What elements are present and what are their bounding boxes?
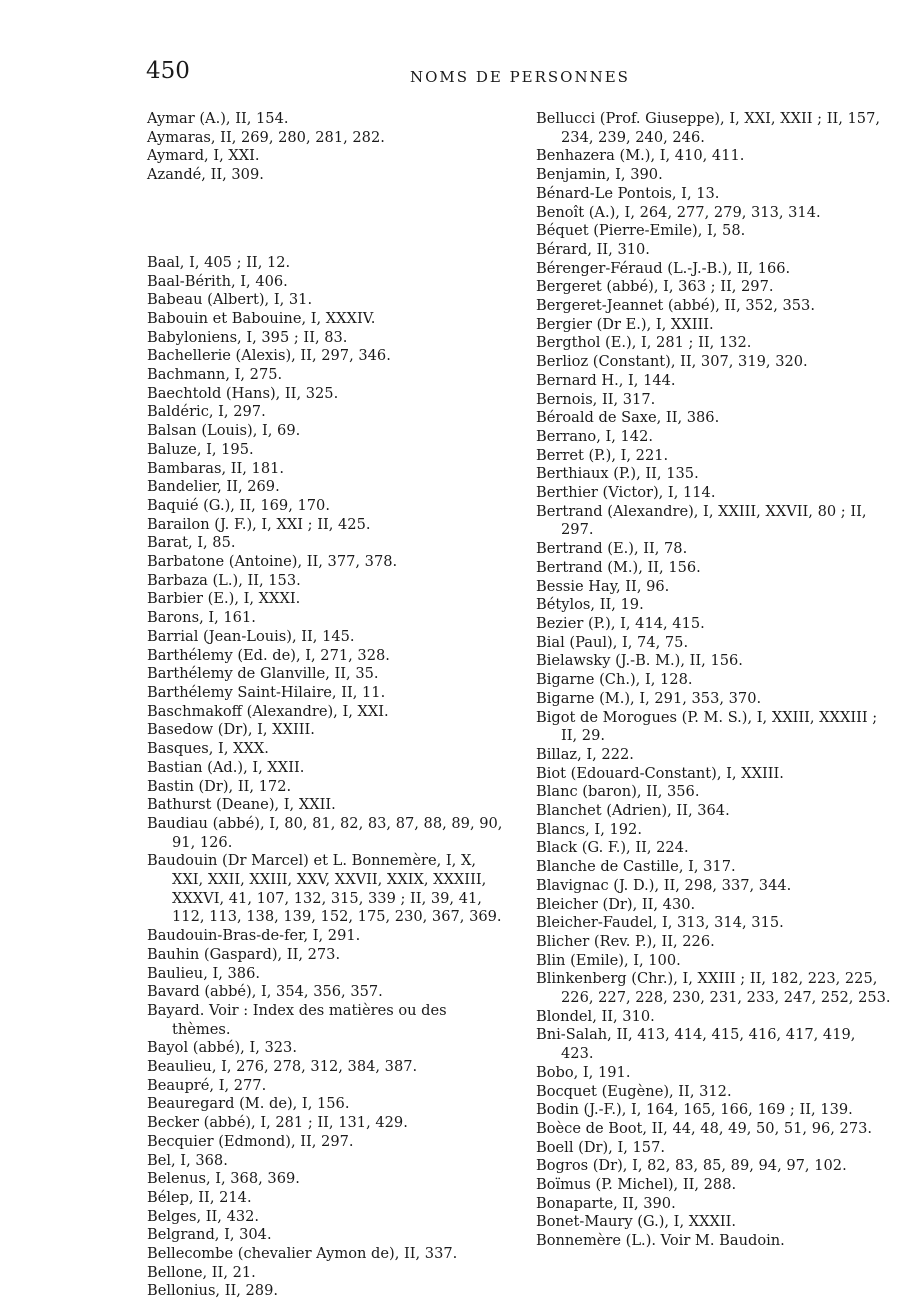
index-entry: Beaulieu, I, 276, 278, 312, 384, 387. [147,1058,418,1076]
index-entry: Basques, I, XXX. [147,740,269,758]
index-entry: Bernois, II, 317. [536,390,656,408]
index-entry: Bielawsky (J.-B. M.), II, 156. [536,652,743,670]
index-entry: Bellonius, II, 289. [147,1282,279,1300]
index-entry: Blondel, II, 310. [536,1007,655,1025]
index-entry: Bastian (Ad.), I, XXII. [147,758,305,776]
index-entry: Babyloniens, I, 395 ; II, 83. [147,328,348,346]
index-entry: Bleicher (Dr), II, 430. [536,895,696,913]
index-entry: Azandé, II, 309. [147,166,264,184]
index-entry: Biot (Edouard-Constant), I, XXIII. [536,764,784,782]
index-entry: Bogros (Dr), I, 82, 83, 85, 89, 94, 97, 102. [536,1157,847,1175]
index-entry: Baal-Bérith, I, 406. [147,272,288,290]
index-entry: Baal, I, 405 ; II, 12. [147,253,291,271]
index-entry: Béquet (Pierre-Emile), I, 58. [536,222,746,240]
index-entry: Becker (abbé), I, 281 ; II, 131, 429. [147,1114,408,1132]
index-entry: Baschmakoff (Alexandre), I, XXI. [147,702,389,720]
letter-group-gap [147,201,503,238]
index-entry: Berthiaux (P.), II, 135. [536,465,699,483]
index-entry: Blavignac (J. D.), II, 298, 337, 344. [536,876,792,894]
index-entry: Boell (Dr), I, 157. [536,1138,665,1156]
index-entry: Bellucci (Prof. Giuseppe), I, XXI, XXII ; II, 157, 234, 239, 240, 246. [536,110,880,146]
index-entry: Bobo, I, 191. [536,1063,631,1081]
index-entry: Bergier (Dr E.), I, XXIII. [536,315,714,333]
index-entry: Bellecombe (chevalier Aymon de), II, 337. [147,1245,458,1263]
index-entry: Bessie Hay, II, 96. [536,577,670,595]
index-entry: Barthélemy de Glanville, II, 35. [147,665,379,683]
index-entry: Baluze, I, 195. [147,440,254,458]
index-entry: Baudiau (abbé), I, 80, 81, 82, 83, 87, 88, 89, 90, 91, 126. [147,814,503,851]
index-entry: Barbier (E.), I, XXXI. [147,590,301,608]
index-entry: Blin (Emile), I, 100. [536,951,681,969]
index-entry: Bérenger-Féraud (L.-J.-B.), II, 166. [536,259,791,277]
page-number: 450 [146,58,190,84]
index-entry: Barthélemy (Ed. de), I, 271, 328. [147,646,390,664]
index-entry: Bocquet (Eugène), II, 312. [536,1082,732,1100]
index-entry: Barrial (Jean-Louis), II, 145. [147,627,355,645]
index-entry: Bial (Paul), I, 74, 75. [536,633,689,651]
index-entry: Blancs, I, 192. [536,820,642,838]
index-entry: Barbatone (Antoine), II, 377, 378. [147,553,398,571]
index-entry: Bigarne (Ch.), I, 128. [536,671,693,689]
index-entry: Aymaras, II, 269, 280, 281, 282. [147,128,385,146]
index-entry: Basedow (Dr), I, XXIII. [147,721,315,739]
index-entry: Bertrand (M.), II, 156. [536,558,701,576]
index-entry: Bernard H., I, 144. [536,371,676,389]
index-entry: Berlioz (Constant), II, 307, 319, 320. [536,353,808,371]
index-entry: Bavard (abbé), I, 354, 356, 357. [147,983,383,1001]
index-entry: Bénard-Le Pontois, I, 13. [536,184,720,202]
index-column-right [536,110,892,1251]
index-entry: Barbaza (L.), II, 153. [147,571,301,589]
index-entry: Black (G. F.), II, 224. [536,839,689,857]
index-entry: Beauregard (M. de), I, 156. [147,1095,350,1113]
index-entry: Bni-Salah, II, 413, 414, 415, 416, 417, 419, 423. [536,1026,856,1063]
index-entry: Béroald de Saxe, II, 386. [536,409,720,427]
index-entry: Bodin (J.-F.), I, 164, 165, 166, 169 ; II, 139. [536,1101,853,1119]
index-entry: Benoît (A.), I, 264, 277, 279, 313, 314. [536,203,821,221]
index-entry: Bambaras, II, 181. [147,459,285,477]
index-entry: Bastin (Dr), II, 172. [147,777,292,795]
index-entry: Baudouin-Bras-de-fer, I, 291. [147,927,361,945]
index-entry: Blanc (baron), II, 356. [536,783,700,801]
index-entry: Bergeret-Jeannet (abbé), II, 352, 353. [536,297,815,315]
index-entry: Baulieu, I, 386. [147,964,261,982]
index-entry: Bétylos, II, 19. [536,596,644,614]
index-entry: Belges, II, 432. [147,1207,260,1225]
index-entry: Baudouin (Dr Marcel) et L. Bonnemère, I, X, XXI, XXII, XXIII, XXV, XXVII, XXIX, XXXIII, XXXVI, 41, 107, 132, 315, 339 ; II, 39, 41, 112, 113, 138, 139, 152, 175, 230, 367, 369. [147,852,502,926]
index-entry: Bleicher-Faudel, I, 313, 314, 315. [536,914,784,932]
index-entry: Belgrand, I, 304. [147,1226,272,1244]
index-entry: Barat, I, 85. [147,534,236,552]
index-entry: Bérard, II, 310. [536,240,650,258]
index-entry: Blanchet (Adrien), II, 364. [536,802,730,820]
index-entry: Babouin et Babouine, I, XXXIV. [147,309,376,327]
index-entry: Bellone, II, 21. [147,1263,256,1281]
index-entry: Bertrand (Alexandre), I, XXIII, XXVII, 80 ; II, 297. [536,502,867,539]
index-entry: Bel, I, 368. [147,1151,228,1169]
index-entry: Blinkenberg (Chr.), I, XXIII ; II, 182, 223, 225, 226, 227, 228, 230, 231, 233, 247, 252, 253. [536,970,891,1007]
index-entry: Bachellerie (Alexis), II, 297, 346. [147,347,391,365]
index-entry: Boïmus (P. Michel), II, 288. [536,1176,737,1194]
index-entry: Berret (P.), I, 221. [536,446,669,464]
index-entry: Benjamin, I, 390. [536,166,663,184]
index-entry: Blanche de Castille, I, 317. [536,858,736,876]
index-entry: Aymar (A.), II, 154. [147,110,289,127]
index-entry: Barons, I, 161. [147,609,256,627]
index-entry: Balsan (Louis), I, 69. [147,422,301,440]
index-entry: Bertrand (E.), II, 78. [536,540,688,558]
index-entry: Bélep, II, 214. [147,1188,252,1206]
index-entry: Berthier (Victor), I, 114. [536,484,716,502]
index-entry: Beaupré, I, 277. [147,1076,267,1094]
index-entry: Barailon (J. F.), I, XXI ; II, 425. [147,515,371,533]
index-entry: Belenus, I, 368, 369. [147,1170,300,1188]
index-entry: Aymard, I, XXI. [147,147,260,165]
index-entry: Bigot de Morogues (P. M. S.), I, XXIII, XXXIII ; II, 29. [536,708,878,745]
index-entry: Boèce de Boot, II, 44, 48, 49, 50, 51, 96, 273. [536,1119,873,1137]
index-entry: Bathurst (Deane), I, XXII. [147,796,336,814]
index-entry: Bandelier, II, 269. [147,478,280,496]
index-entry: Bayol (abbé), I, 323. [147,1039,297,1057]
index-column-left [147,110,503,1301]
index-entry: Bachmann, I, 275. [147,366,283,384]
index-entry: Bauhin (Gaspard), II, 273. [147,945,341,963]
index-entry: Benhazera (M.), I, 410, 411. [536,147,745,165]
running-title: NOMS DE PERSONNES [410,68,630,86]
index-entry: Bergthol (E.), I, 281 ; II, 132. [536,334,752,352]
index-entry: Baldéric, I, 297. [147,403,266,421]
index-entry: Bigarne (M.), I, 291, 353, 370. [536,689,762,707]
index-entry: Barthélemy Saint-Hilaire, II, 11. [147,683,386,701]
index-entry: Bonnemère (L.). Voir M. Baudoin. [536,1232,785,1250]
index-entry: Baquié (G.), II, 169, 170. [147,496,330,514]
index-entry: Becquier (Edmond), II, 297. [147,1132,354,1150]
index-entry: Bezier (P.), I, 414, 415. [536,614,705,632]
index-entry: Bonet-Maury (G.), I, XXXII. [536,1213,737,1231]
index-entry: Berrano, I, 142. [536,427,654,445]
index-entry: Blicher (Rev. P.), II, 226. [536,932,715,950]
index-entry: Bonaparte, II, 390. [536,1194,676,1212]
index-entry: Bayard. Voir : Index des matières ou des thèmes. [147,1001,447,1038]
index-entry: Billaz, I, 222. [536,745,634,763]
index-entry: Babeau (Albert), I, 31. [147,291,313,309]
index-entry: Baechtold (Hans), II, 325. [147,384,339,402]
index-entry: Bergeret (abbé), I, 363 ; II, 297. [536,278,774,296]
